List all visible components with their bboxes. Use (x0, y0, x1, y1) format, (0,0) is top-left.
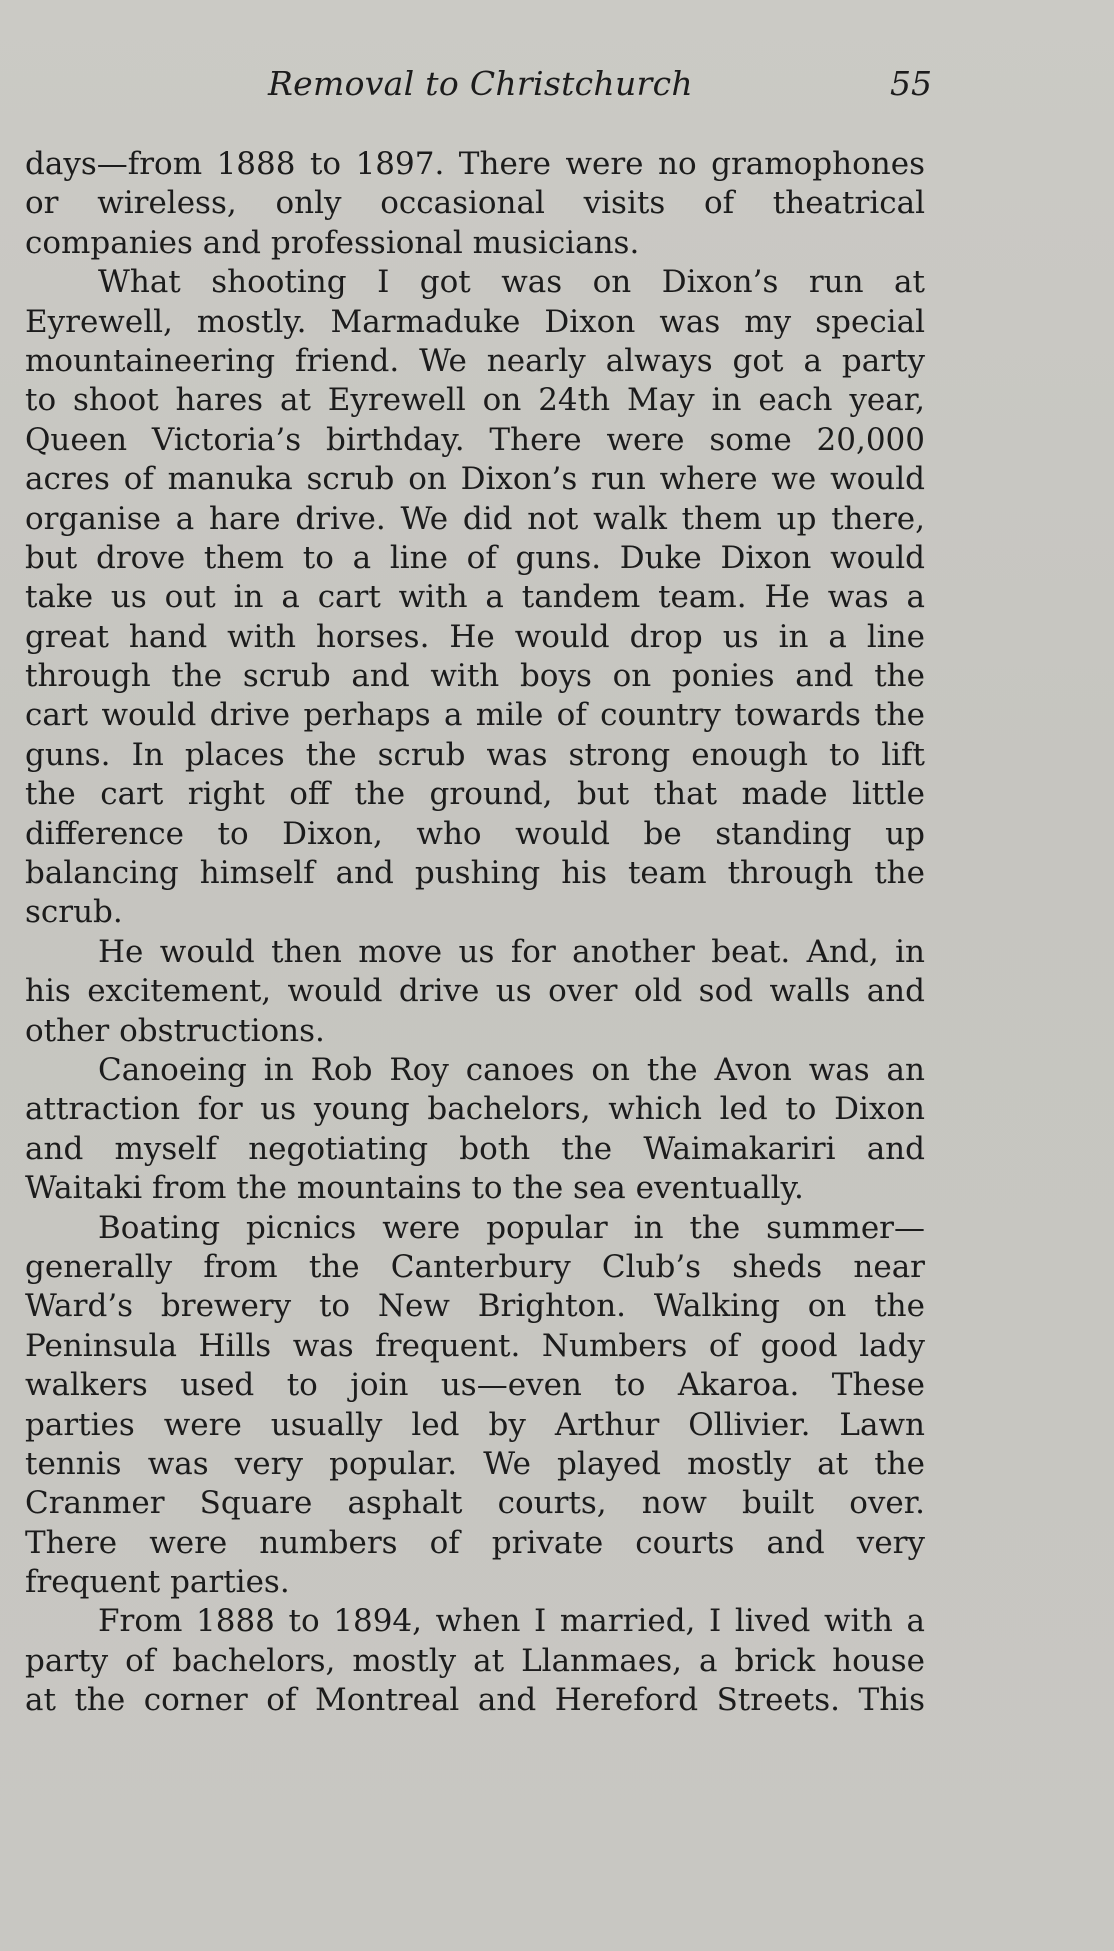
text-line: the cart right off the ground, but that made little (25, 776, 925, 813)
body-text (25, 145, 925, 1721)
text-line: days—from 1888 to 1897. There were no gramophones (25, 146, 925, 182)
text-line: at the corner of Montreal and Hereford Streets. This (25, 1682, 925, 1719)
text-line: and myself negotiating both the Waimakariri and (25, 1130, 925, 1167)
text-line: great hand with horses. He would drop us in a line (25, 618, 925, 655)
text-line: or wireless, only occasional visits of theatrical (25, 185, 925, 222)
text-line: his excitement, would drive us over old sod walls and (25, 973, 925, 1010)
text-line: Peninsula Hills was frequent. Numbers of good lady (25, 1327, 925, 1364)
text-line: to shoot hares at Eyrewell on 24th May in each year, (25, 382, 925, 419)
text-line: companies and professional musicians. (25, 224, 640, 261)
text-line: Boating picnics were popular in the summer— (98, 1209, 925, 1246)
text-line: tennis was very popular. We played mostly at the (25, 1445, 925, 1482)
text-line: He would then move us for another beat. And, in (98, 933, 925, 970)
text-line: generally from the Canterbury Club’s sheds near (25, 1248, 925, 1285)
text-line: What shooting I got was on Dixon’s run at (98, 264, 925, 301)
text-line: Cranmer Square asphalt courts, now built over. (25, 1485, 925, 1522)
text-line: acres of manuka scrub on Dixon’s run where we would (25, 461, 925, 498)
text-line: but drove them to a line of guns. Duke Dixon would (25, 539, 925, 576)
page-number: 55 (890, 64, 932, 103)
text-line: There were numbers of private courts and very (25, 1524, 925, 1561)
text-line: balancing himself and pushing his team through the (25, 855, 925, 892)
text-line: Eyrewell, mostly. Marmaduke Dixon was my special (25, 303, 925, 340)
text-line: Canoeing in Rob Roy canoes on the Avon was an (98, 1051, 925, 1088)
text-line: walkers used to join us—even to Akaroa. These (25, 1367, 925, 1404)
running-head (0, 64, 1114, 112)
text-line: take us out in a cart with a tandem team. He was a (25, 579, 925, 616)
text-line: mountaineering friend. We nearly always got a party (25, 342, 925, 379)
text-line: frequent parties. (25, 1564, 290, 1601)
text-line: scrub. (25, 894, 123, 931)
running-title: Removal to Christchurch (268, 64, 693, 103)
text-line: parties were usually led by Arthur Ollivier. Lawn (25, 1406, 925, 1443)
text-line: From 1888 to 1894, when I married, I lived with a (98, 1603, 925, 1640)
text-line: cart would drive perhaps a mile of country towards the (25, 697, 925, 734)
text-line: Ward’s brewery to New Brighton. Walking on the (25, 1288, 925, 1325)
text-line: Waitaki from the mountains to the sea eventually. (25, 1170, 804, 1207)
text-line: through the scrub and with boys on ponies and the (25, 658, 925, 695)
text-line: difference to Dixon, who would be standing up (25, 815, 925, 852)
text-line: Queen Victoria’s birthday. There were some 20,000 (25, 421, 925, 458)
text-line: guns. In places the scrub was strong enough to lift (25, 736, 925, 773)
text-line: organise a hare drive. We did not walk them up there, (25, 500, 925, 537)
text-line: other obstructions. (25, 1012, 325, 1049)
text-line: party of bachelors, mostly at Llanmaes, a brick house (25, 1642, 925, 1679)
text-line: attraction for us young bachelors, which led to Dixon (25, 1091, 925, 1128)
